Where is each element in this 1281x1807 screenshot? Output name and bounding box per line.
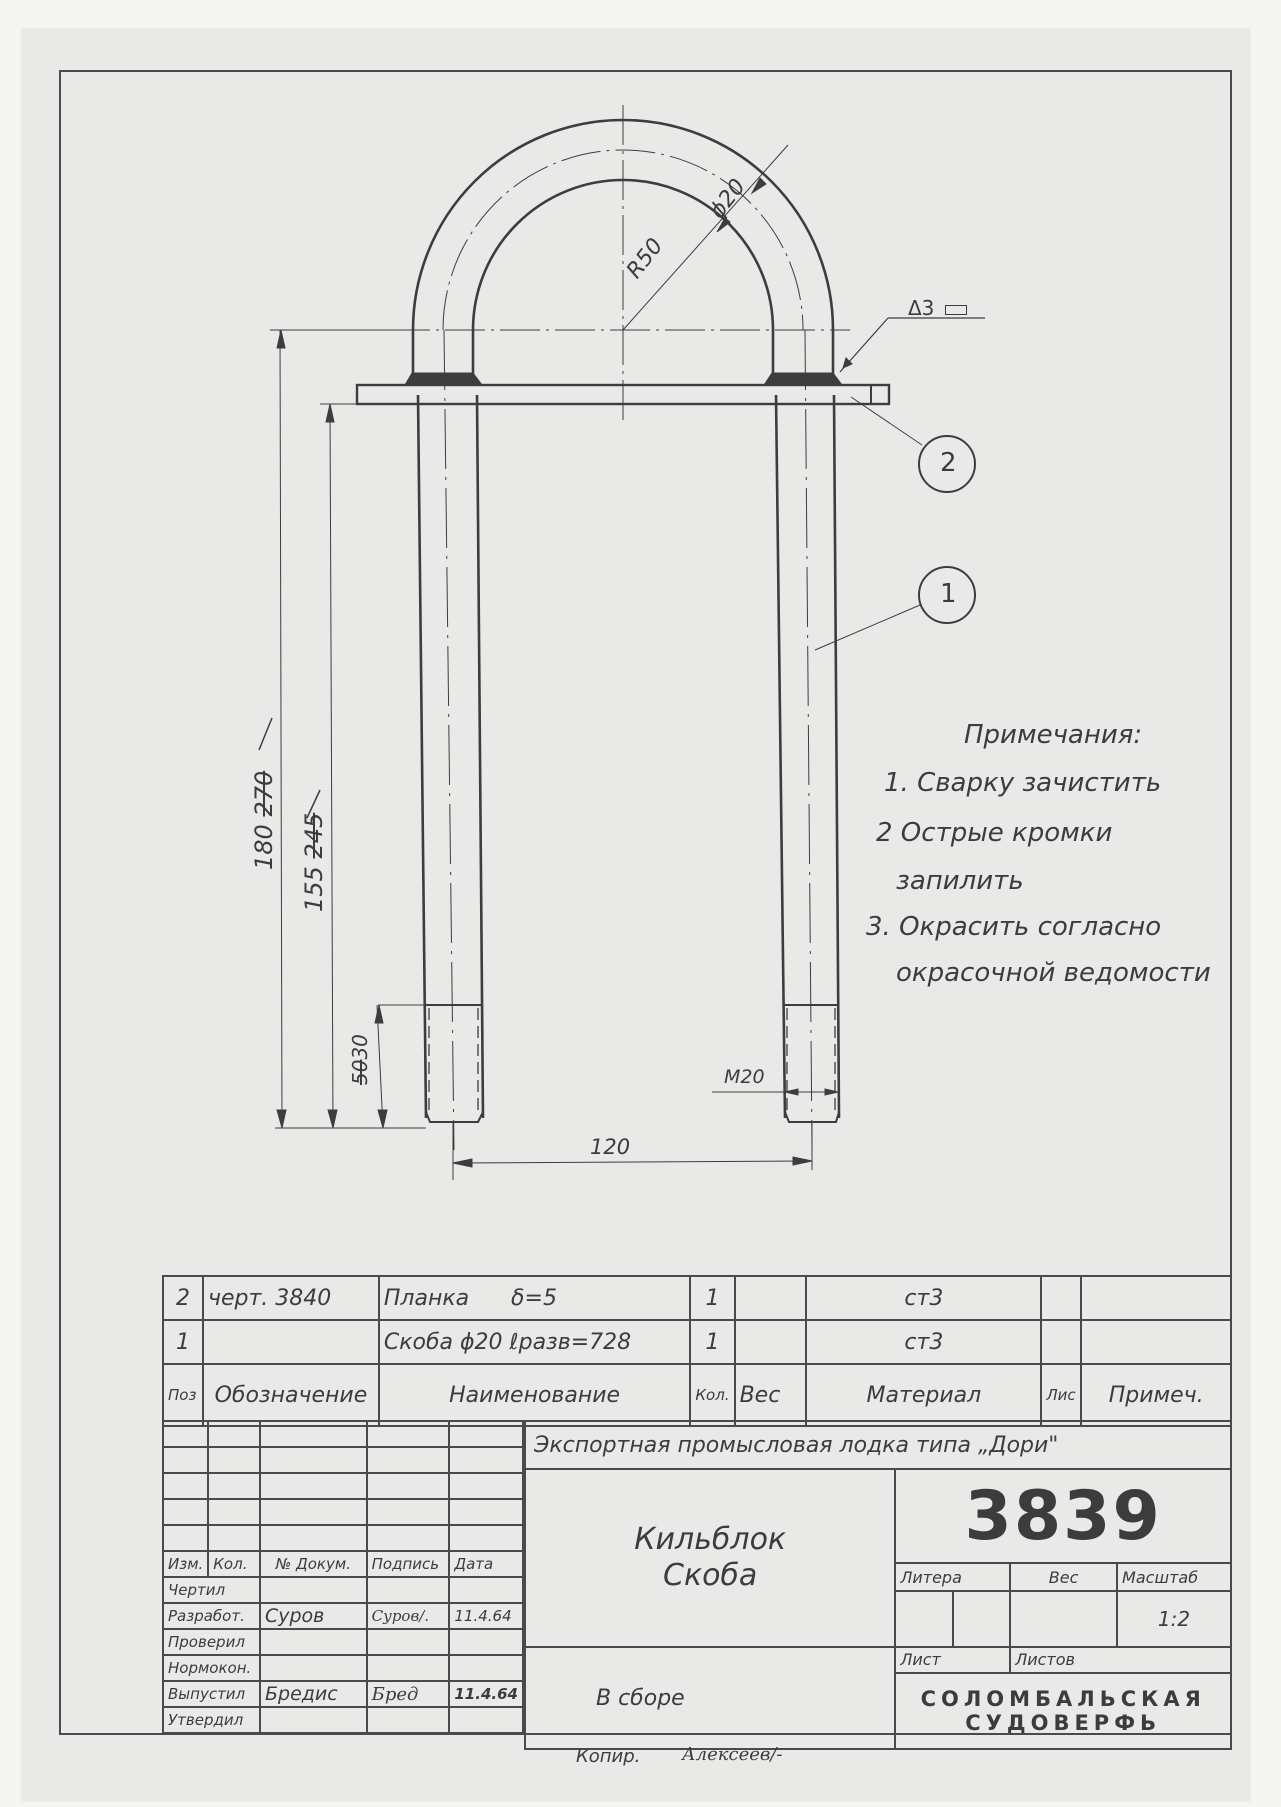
role-date: 11.4.64 — [449, 1603, 523, 1629]
project-title: Экспортная промысловая лодка типа „Дори" — [525, 1421, 1231, 1469]
role-row — [163, 1655, 523, 1681]
copied-signature: Алексеев/- — [682, 1744, 783, 1765]
specification-table — [162, 1275, 1232, 1427]
scale-value: 1:2 — [1117, 1591, 1231, 1647]
leg-height-struck: 245 — [300, 812, 328, 859]
role-row — [163, 1577, 523, 1603]
spec-name: Скоба ϕ20 ℓразв=728 — [379, 1320, 691, 1364]
role-label: Проверил — [163, 1629, 260, 1655]
signature-block — [162, 1420, 524, 1734]
role-date: 11.4.64 — [449, 1681, 523, 1707]
note-2-cont: запилить — [896, 866, 1024, 896]
role-signature — [367, 1577, 450, 1603]
header-designation: Обозначение — [203, 1364, 379, 1426]
callout-2: 2 — [940, 448, 957, 478]
letter-label: Литера — [895, 1563, 1010, 1591]
spec-name: Планка δ=5 — [379, 1276, 691, 1320]
header-change: Изм. — [163, 1551, 208, 1577]
right-leg-inner — [776, 395, 785, 1118]
dim-thread-length — [348, 1034, 372, 1085]
role-row — [163, 1681, 523, 1707]
left-weld — [405, 373, 482, 385]
thread-length-value: 30 — [348, 1034, 372, 1060]
part-name — [525, 1469, 895, 1647]
header-count: Кол. — [208, 1551, 260, 1577]
role-label: Разработ. — [163, 1603, 260, 1629]
role-name: Бредис — [260, 1681, 367, 1707]
spec-row — [163, 1276, 1231, 1320]
header-pos: Поз — [163, 1364, 203, 1426]
overall-height-struck: 270 — [250, 770, 278, 817]
role-row — [163, 1629, 523, 1655]
dim-155-line — [330, 404, 333, 1128]
spec-sheet — [1041, 1320, 1081, 1364]
part-name-line2: Скоба — [663, 1558, 758, 1593]
organization — [895, 1673, 1231, 1750]
header-date: Дата — [449, 1551, 523, 1577]
spec-weight — [735, 1276, 807, 1320]
spec-note — [1081, 1320, 1231, 1364]
letter-cell-2 — [953, 1591, 1010, 1647]
role-date — [449, 1577, 523, 1603]
role-row — [163, 1707, 523, 1733]
weld-symbol — [908, 296, 967, 320]
role-signature — [367, 1629, 450, 1655]
spec-row — [163, 1320, 1231, 1364]
sheet-label: Лист — [895, 1647, 1010, 1673]
radius-dimension: R50 — [622, 233, 669, 284]
spec-material: ст3 — [806, 1320, 1041, 1364]
note-2: 2 Острые кромки — [876, 818, 1113, 848]
role-name — [260, 1629, 367, 1655]
note-1: 1. Сварку зачистить — [884, 768, 1162, 798]
role-label: Нормокон. — [163, 1655, 260, 1681]
role-label: Утвердил — [163, 1707, 260, 1733]
title-block — [524, 1420, 1232, 1750]
role-date — [449, 1655, 523, 1681]
sheets-label: Листов — [1010, 1647, 1231, 1673]
thread-size: M20 — [724, 1066, 765, 1088]
role-label: Чертил — [163, 1577, 260, 1603]
leg-spacing-dimension: 120 — [590, 1135, 631, 1159]
spec-header-row — [163, 1364, 1231, 1426]
role-signature — [367, 1707, 450, 1733]
role-signature: Бред — [367, 1681, 450, 1707]
role-date — [449, 1629, 523, 1655]
spec-pos: 1 — [163, 1320, 203, 1364]
organization-line1: СОЛОМБАЛЬСКАЯ — [920, 1686, 1206, 1711]
notes-title: Примечания: — [964, 720, 1143, 750]
header-weight: Вес — [735, 1364, 807, 1426]
header-qty: Кол. — [690, 1364, 734, 1426]
left-leg-outer — [418, 395, 426, 1118]
spec-designation: черт. 3840 — [203, 1276, 379, 1320]
dim-120-line — [453, 1161, 812, 1163]
organization-line2: СУДОВЕРФЬ — [965, 1710, 1162, 1735]
part-name-line1: Кильблок — [634, 1522, 787, 1557]
dim-overall-height — [250, 771, 278, 870]
dim-180-line — [280, 330, 282, 1128]
role-name — [260, 1707, 367, 1733]
thread-length-struck: 50 — [348, 1059, 372, 1085]
header-name: Наименование — [379, 1364, 691, 1426]
spec-material: ст3 — [806, 1276, 1041, 1320]
role-name: Суров — [260, 1603, 367, 1629]
spec-qty: 1 — [690, 1320, 734, 1364]
leg-height-value: 155 — [300, 866, 328, 912]
role-label: Выпустил — [163, 1681, 260, 1707]
role-name — [260, 1577, 367, 1603]
role-name — [260, 1655, 367, 1681]
scale-label: Масштаб — [1117, 1563, 1231, 1591]
copied-label: Копир. — [576, 1746, 641, 1767]
note-3-cont: окрасочной ведомости — [896, 958, 1211, 988]
role-date — [449, 1707, 523, 1733]
weight-value — [1010, 1591, 1117, 1647]
header-material: Материал — [806, 1364, 1041, 1426]
header-doc-no: № Докум. — [260, 1551, 367, 1577]
diameter-dimension: ϕ20 — [705, 174, 751, 224]
letter-cell-1 — [895, 1591, 953, 1647]
role-row — [163, 1603, 523, 1629]
weld-type-icon — [945, 305, 967, 315]
spec-weight — [735, 1320, 807, 1364]
right-weld — [764, 373, 842, 385]
spec-pos: 2 — [163, 1276, 203, 1320]
header-signature: Подпись — [367, 1551, 450, 1577]
note-3: 3. Окрасить согласно — [866, 912, 1162, 942]
role-signature: Суров/. — [367, 1603, 450, 1629]
overall-height-value: 180 — [250, 824, 278, 870]
spec-sheet — [1041, 1276, 1081, 1320]
header-sheet: Лис — [1041, 1364, 1081, 1426]
callout-1: 1 — [940, 579, 957, 609]
assembly-note: В сборе — [525, 1647, 895, 1749]
weld-size: Δ3 — [908, 296, 935, 320]
role-signature — [367, 1655, 450, 1681]
dim-leg-height — [300, 813, 328, 912]
spec-qty: 1 — [690, 1276, 734, 1320]
drawing-number: 3839 — [895, 1469, 1231, 1563]
spec-designation — [203, 1320, 379, 1364]
revision-header-row — [163, 1551, 523, 1577]
header-note: Примеч. — [1081, 1364, 1231, 1426]
weight-label: Вес — [1010, 1563, 1117, 1591]
spec-note — [1081, 1276, 1231, 1320]
